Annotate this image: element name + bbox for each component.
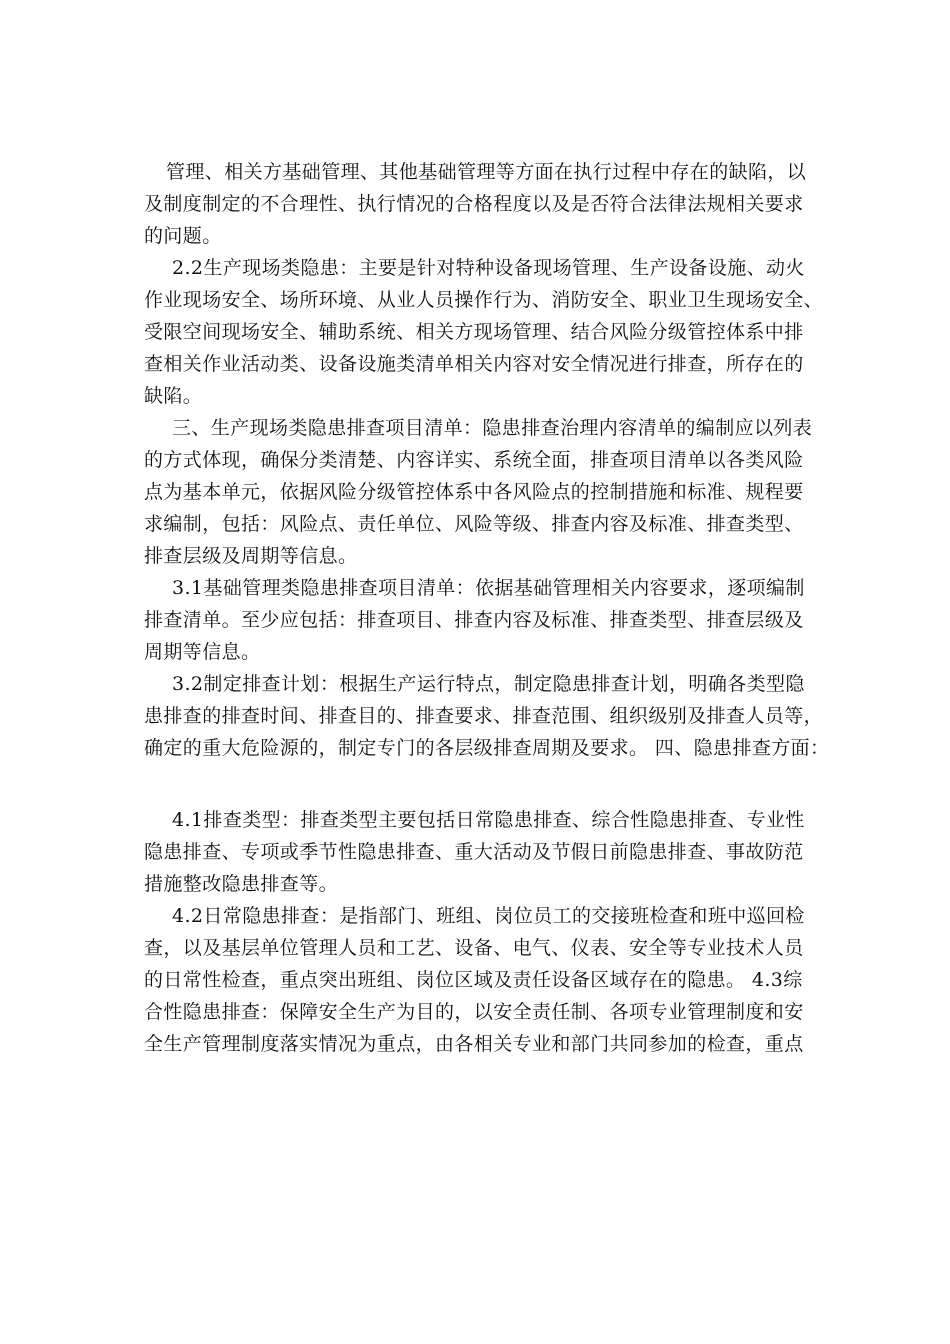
text-line: 求编制，包括：风险点、责任单位、风险等级、排查内容及标准、排查类型、 bbox=[144, 513, 804, 535]
text-line: 周期等信息。 bbox=[144, 641, 261, 663]
text-line: 4.2日常隐患排查：是指部门、班组、岗位员工的交接班检查和班中巡回检 bbox=[172, 905, 805, 927]
text-line: 隐患排查、专项或季节性隐患排查、重大活动及节假日前隐患排查、事故防范 bbox=[144, 841, 804, 863]
text-line: 作业现场安全、场所环境、从业人员操作行为、消防安全、职业卫生现场安全、 bbox=[144, 289, 824, 311]
text-line: 管理、相关方基础管理、其他基础管理等方面在执行过程中存在的缺陷，以 bbox=[166, 161, 807, 183]
text-line: 的问题。 bbox=[144, 225, 222, 247]
text-line: 4.1排查类型：排查类型主要包括日常隐患排查、综合性隐患排查、专业性 bbox=[172, 809, 805, 831]
text-line: 的方式体现，确保分类清楚、内容详实、系统全面，排查项目清单以各类风险 bbox=[144, 449, 804, 471]
text-line: 及制度制定的不合理性、执行情况的合格程度以及是否符合法律法规相关要求 bbox=[144, 193, 804, 215]
text-line: 确定的重大危险源的，制定专门的各层级排查周期及要求。 四、隐患排查方面： bbox=[144, 737, 830, 759]
text-line: 3.2制定排查计划：根据生产运行特点，制定隐患排查计划，明确各类型隐 bbox=[172, 673, 805, 695]
text-line: 点为基本单元，依据风险分级管控体系中各风险点的控制措施和标准、规程要 bbox=[144, 481, 804, 503]
text-line: 2.2生产现场类隐患：主要是针对特种设备现场管理、生产设备设施、动火 bbox=[172, 257, 805, 279]
text-line: 全生产管理制度落实情况为重点，由各相关专业和部门共同参加的检查，重点 bbox=[144, 1033, 804, 1055]
text-line: 的日常性检查，重点突出班组、岗位区域及责任设备区域存在的隐患。 4.3综 bbox=[144, 969, 803, 991]
text-line: 查相关作业活动类、设备设施类清单相关内容对安全情况进行排查，所存在的 bbox=[144, 353, 804, 375]
text-line: 措施整改隐患排查等。 bbox=[144, 873, 339, 895]
text-line: 缺陷。 bbox=[144, 385, 203, 407]
text-line: 三、生产现场类隐患排查项目清单：隐患排查治理内容清单的编制应以列表 bbox=[172, 417, 813, 439]
text-line: 患排查的排查时间、排查目的、排查要求、排查范围、组织级别及排查人员等， bbox=[144, 705, 824, 727]
text-line: 3.1基础管理类隐患排查项目清单：依据基础管理相关内容要求，逐项编制 bbox=[172, 577, 805, 599]
text-line: 受限空间现场安全、辅助系统、相关方现场管理、结合风险分级管控体系中排 bbox=[144, 321, 804, 343]
text-line: 合性隐患排查：保障安全生产为目的，以安全责任制、各项专业管理制度和安 bbox=[144, 1001, 804, 1023]
text-line: 排查层级及周期等信息。 bbox=[144, 545, 358, 567]
text-line: 查，以及基层单位管理人员和工艺、设备、电气、仪表、安全等专业技术人员 bbox=[144, 937, 804, 959]
text-line: 排查清单。至少应包括：排查项目、排查内容及标准、排查类型、排查层级及 bbox=[144, 609, 804, 631]
